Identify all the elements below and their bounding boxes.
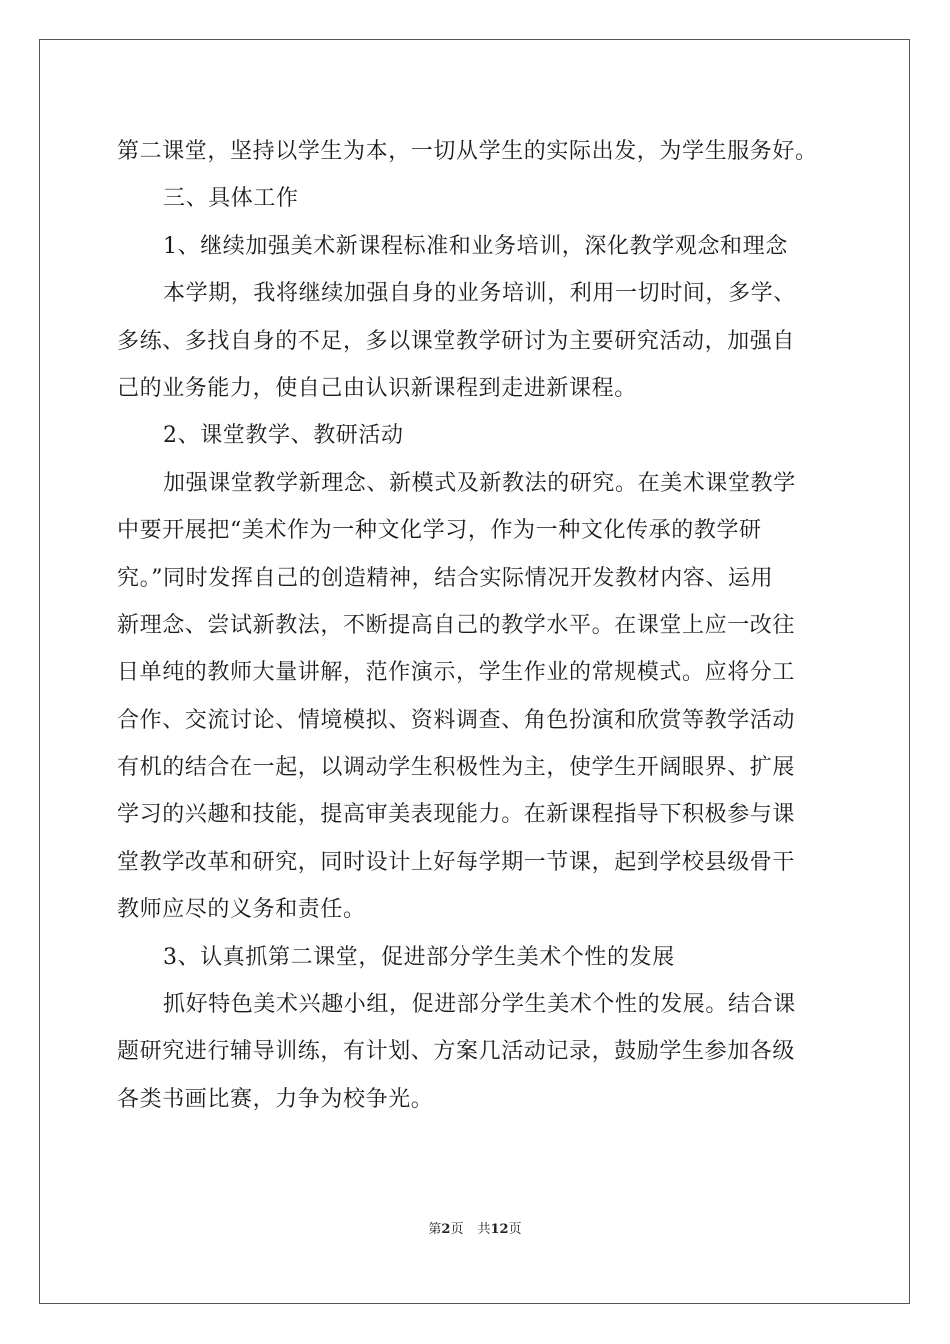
paragraph-line: 抓好特色美术兴趣小组，促进部分学生美术个性的发展。结合课 [163,992,796,1018]
paragraph-line: 题研究进行辅导训练，有计划、方案几活动记录，鼓励学生参加各级 [117,1039,796,1065]
total-suffix: 页 [508,1222,522,1237]
paragraph-line: 多练、多找自身的不足，多以课堂教学研讨为主要研究活动，加强自 [117,328,796,354]
page-footer [0,1218,950,1237]
paragraph-line: 教师应尽的义务和责任。 [117,897,366,923]
page-suffix: 页 [450,1222,464,1237]
paragraph-line: 究。”同时发挥自己的创造精神，结合实际情况开发教材内容、运用 [117,565,774,591]
paragraph-line: 新理念、尝试新教法，不断提高自己的教学水平。在课堂上应一改往 [117,612,796,638]
document-body [117,128,837,1123]
subsection-heading: 3、认真抓第二课堂，促进部分学生美术个性的发展 [163,944,675,970]
paragraph-line: 第二课堂，坚持以学生为本，一切从学生的实际出发，为学生服务好。 [117,139,818,164]
total-prefix: 共 [477,1222,491,1237]
page-prefix: 第 [428,1222,442,1237]
paragraph-line: 有机的结合在一起，以调动学生积极性为主，使学生开阔眼界、扩展 [117,755,796,781]
paragraph-line: 日单纯的教师大量讲解，范作演示，学生作业的常规模式。应将分工 [117,660,796,686]
paragraph-line: 本学期，我将继续加强自身的业务培训，利用一切时间，多学、 [163,281,796,307]
paragraph-line: 己的业务能力，使自己由认识新课程到走进新课程。 [117,375,637,401]
section-heading: 三、具体工作 [163,186,299,212]
paragraph-line: 学习的兴趣和技能，提高审美表现能力。在新课程指导下积极参与课 [117,802,796,828]
page-current: 2 [441,1222,451,1237]
paragraph-line: 中要开展把“美术作为一种文化学习，作为一种文化传承的教学研 [117,518,762,544]
page-total: 12 [490,1222,509,1237]
paragraph-line: 合作、交流讨论、情境模拟、资料调查、角色扮演和欣赏等教学活动 [117,707,796,733]
subsection-heading: 2、课堂教学、教研活动 [163,423,404,449]
paragraph-line: 各类书画比赛，力争为校争光。 [117,1086,434,1112]
paragraph-line: 堂教学改革和研究，同时设计上好每学期一节课，起到学校县级骨干 [117,849,796,875]
subsection-heading: 1、继续加强美术新课程标准和业务培训，深化教学观念和理念 [163,233,788,259]
paragraph-line: 加强课堂教学新理念、新模式及新教法的研究。在美术课堂教学 [163,470,796,496]
